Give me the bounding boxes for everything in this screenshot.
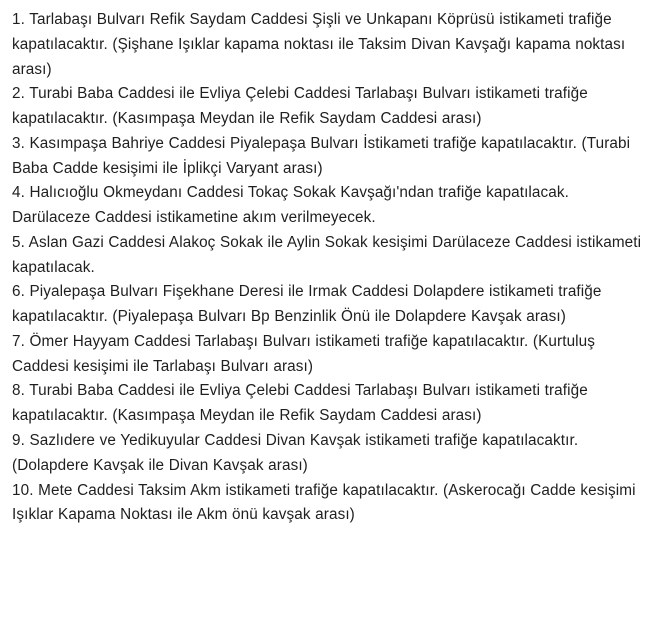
list-item: 7. Ömer Hayyam Caddesi Tarlabaşı Bulvarı istikameti trafiğe kapatılacaktır. (Kurtuluş Caddesi kesişimi ile Tarlabaşı Bulvarı arası) [12, 332, 596, 375]
list-item: 10. Mete Caddesi Taksim Akm istikameti trafiğe kapatılacaktır. (Askerocağı Cadde kesişimi Işıklar Kapama Noktası ile Akm önü kavşak arası) [12, 481, 636, 524]
list-item: 6. Piyalepaşa Bulvarı Fişekhane Deresi ile Irmak Caddesi Dolapdere istikameti trafiğe kapatılacaktır. (Piyalepaşa Bulvarı Bp Benzinlik Önü ile Dolapdere Kavşak arası) [12, 283, 602, 326]
list-item: 2. Turabi Baba Caddesi ile Evliya Çelebi Caddesi Tarlabaşı Bulvarı istikameti trafiğe kapatılacaktır. (Kasımpaşa Meydan ile Refik Saydam Caddesi arası) [12, 85, 588, 128]
list-item: 5. Aslan Gazi Caddesi Alakoç Sokak ile Aylin Sokak kesişimi Darülaceze Caddesi istikameti kapatılacak. [12, 233, 642, 276]
list-item: 8. Turabi Baba Caddesi ile Evliya Çelebi Caddesi Tarlabaşı Bulvarı istikameti trafiğe kapatılacaktır. (Kasımpaşa Meydan ile Refik Saydam Caddesi arası) [12, 382, 588, 425]
list-item: 4. Halıcıoğlu Okmeydanı Caddesi Tokaç Sokak Kavşağı'ndan trafiğe kapatılacak. Darülaceze Caddesi istikametine akım verilmeyecek. [12, 184, 569, 227]
list-item: 1. Tarlabaşı Bulvarı Refik Saydam Caddesi Şişli ve Unkapanı Köprüsü istikameti trafiğe kapatılacaktır. (Şişhane Işıklar kapama noktası ile Taksim Divan Kavşağı kapama noktası arası) [12, 11, 626, 78]
list-item: 3. Kasımpaşa Bahriye Caddesi Piyalepaşa Bulvarı İstikameti trafiğe kapatılacaktır. (Turabi Baba Cadde kesişimi ile İplikçi Varyant arası) [12, 134, 631, 177]
list-item: 9. Sazlıdere ve Yedikuyular Caddesi Divan Kavşak istikameti trafiğe kapatılacaktır. (Dolapdere Kavşak ile Divan Kavşak arası) [12, 432, 579, 474]
